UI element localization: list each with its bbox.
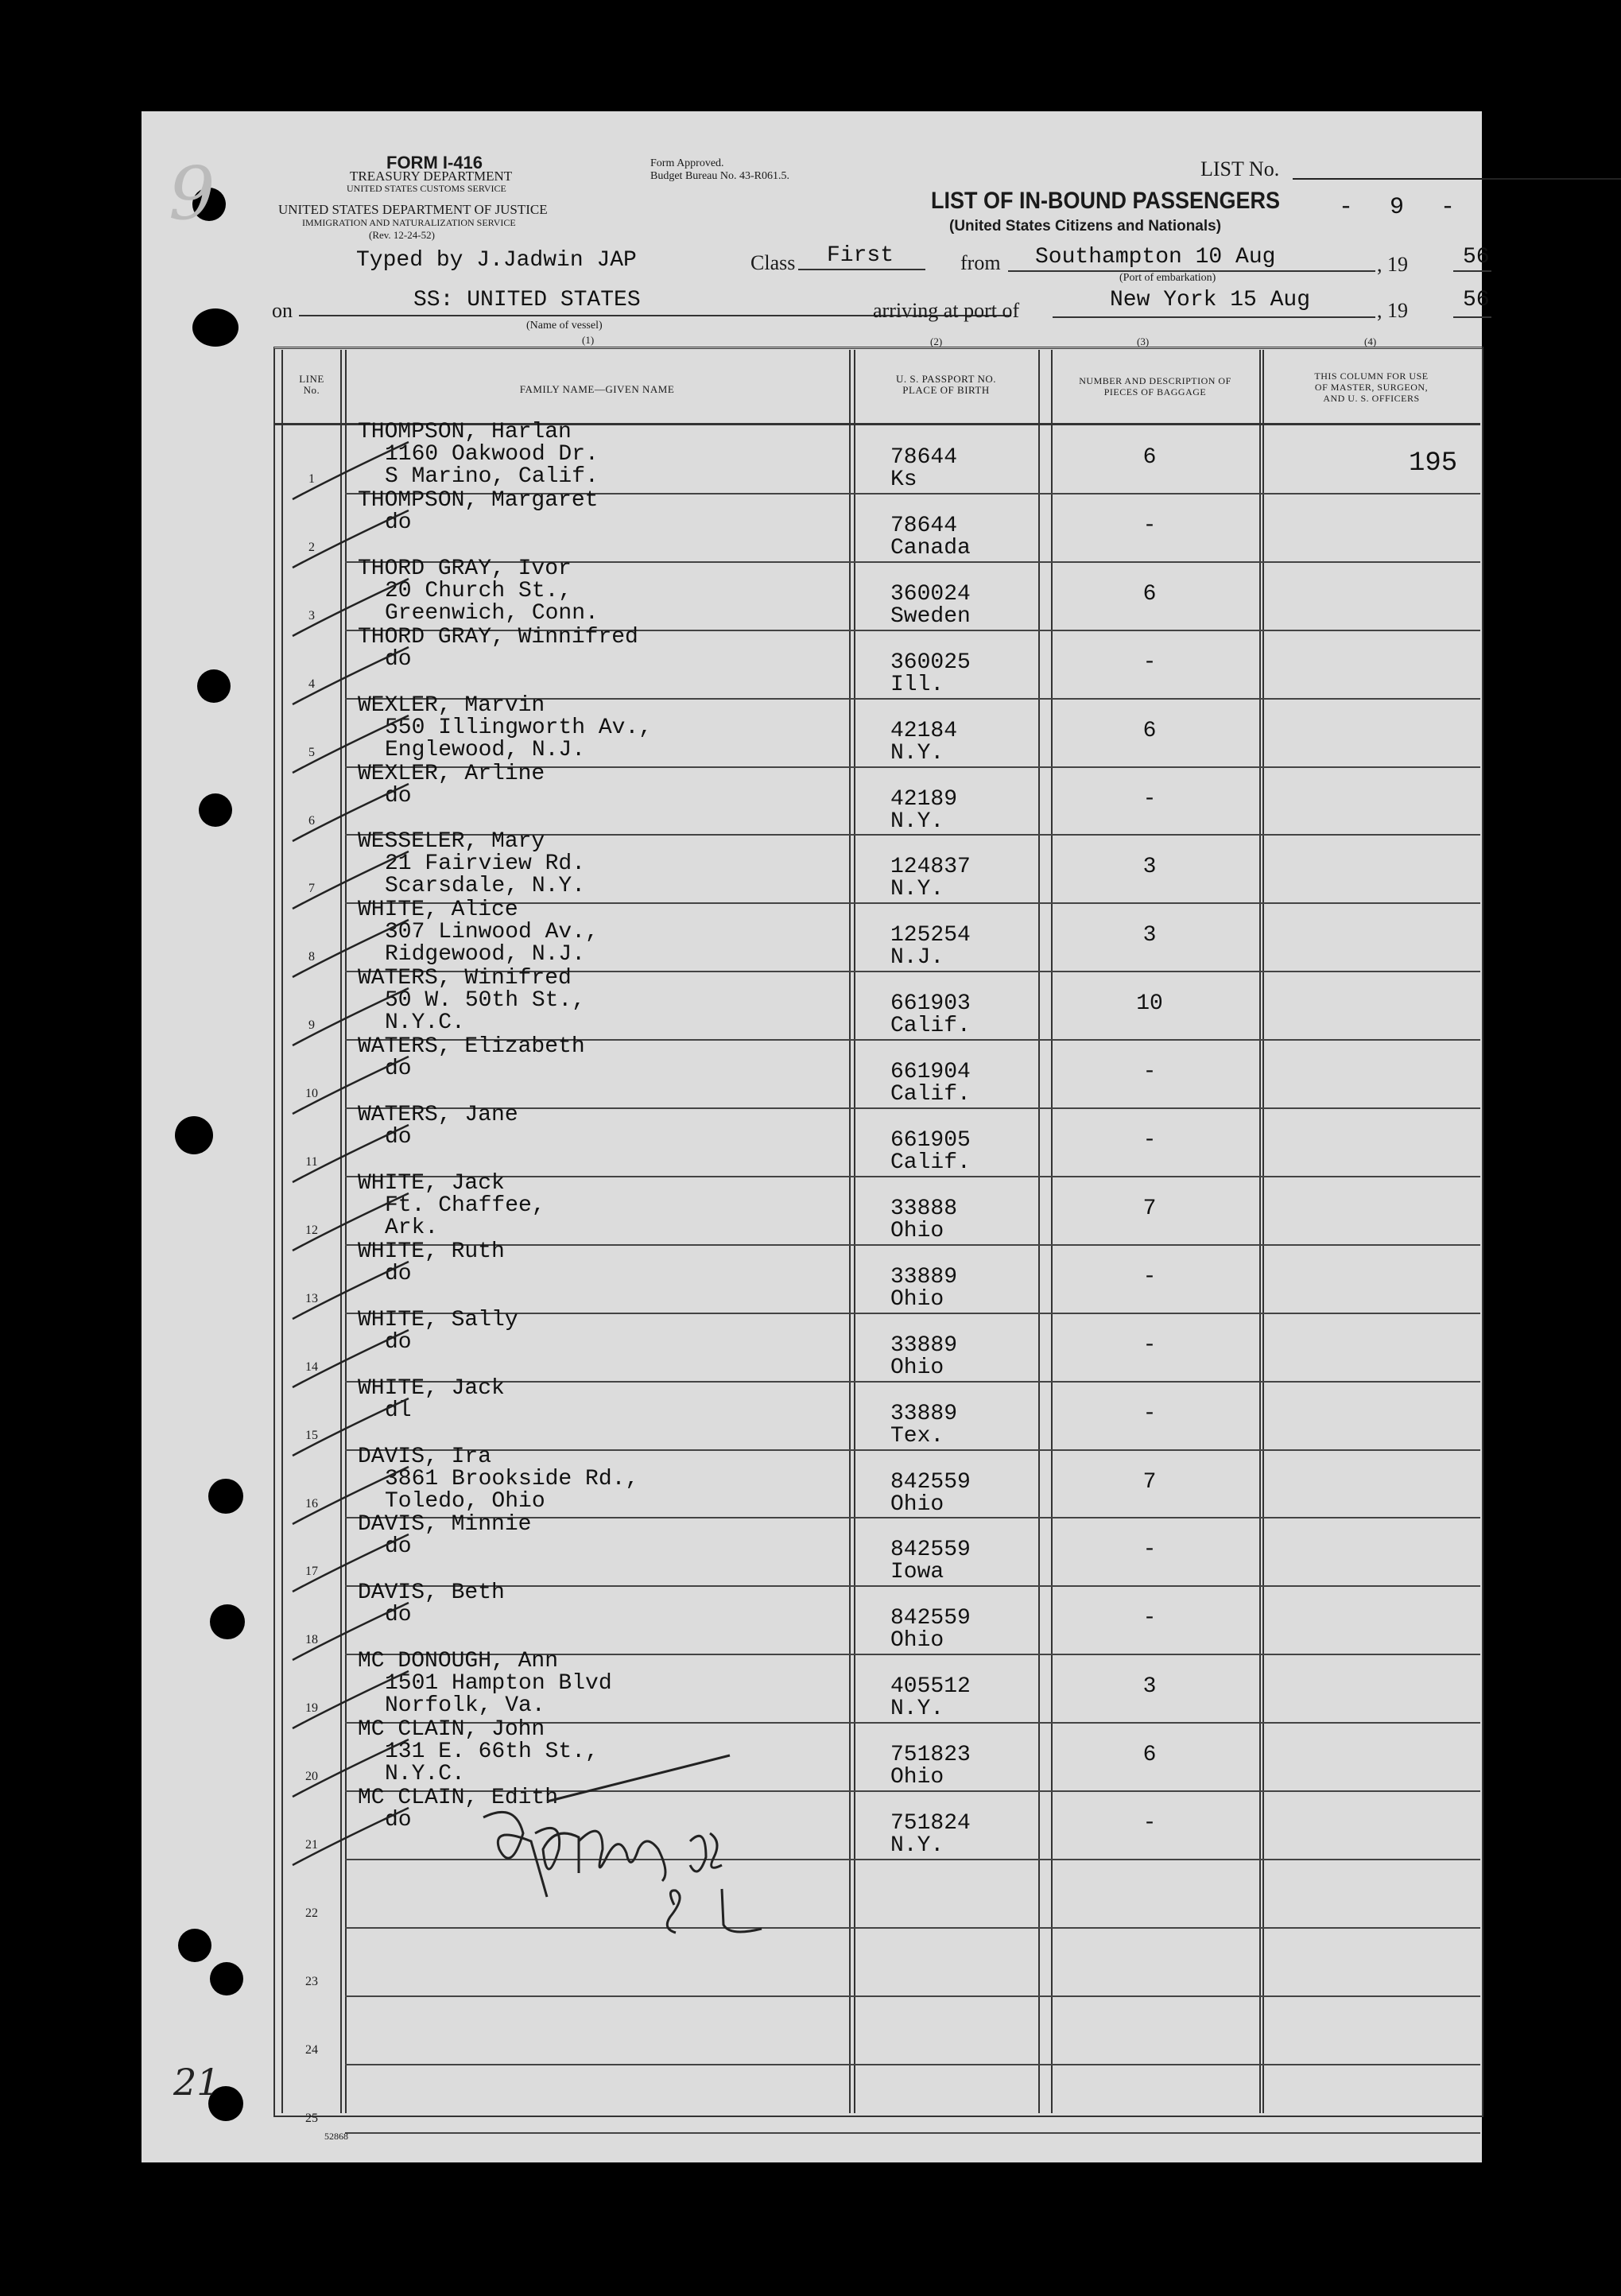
row-divider [345,1995,1480,1997]
passenger-address-2: N.Y.C. [385,1010,465,1036]
baggage-count: - [1142,1401,1157,1426]
line-number: 19 [305,1701,318,1716]
baggage-count: - [1142,1264,1157,1290]
line-number: 10 [305,1087,318,1101]
place-of-birth: N.Y. [890,809,944,834]
baggage-count: - [1142,786,1157,812]
baggage-count: 6 [1142,445,1157,470]
baggage-count: 7 [1142,1196,1157,1221]
col4-number: (4) [1364,335,1377,347]
place-of-birth: N.Y. [890,1833,944,1858]
line-number: 25 [305,2111,318,2125]
passenger-address-2: Norfolk, Va. [385,1693,545,1719]
passenger-address-1: do [385,1534,412,1560]
line-number: 5 [308,745,315,759]
passport-number: 842559 [890,1538,971,1563]
line-number: 20 [305,1770,318,1784]
passenger-name: WATERS, Jane [358,1103,518,1127]
passport-number: 842559 [890,1469,971,1495]
passenger-name: DAVIS, Beth [358,1580,505,1606]
row-divider [345,1449,1480,1451]
passport-number: 33889 [890,1332,958,1358]
passenger-name: THORD GRAY, Winnifred [358,624,638,650]
line-number: 8 [308,950,315,964]
col2-number: (2) [930,335,943,347]
passenger-address-1: 1160 Oakwood Dr. [385,442,599,467]
rev-date: (Rev. 12-24-52) [369,229,435,241]
passport-number: 125254 [890,923,971,948]
passenger-address-1: do [385,1125,412,1150]
col3-number: (3) [1137,335,1150,347]
baggage-count: 3 [1142,923,1157,948]
passenger-name: THORD GRAY, Ivor [358,556,572,581]
place-of-birth: N.Y. [890,1697,944,1722]
passport-number: 33888 [890,1196,958,1221]
port-label: (Port of embarkation) [1119,272,1216,284]
baggage-count: 3 [1142,855,1157,880]
passenger-address-1: do [385,783,412,809]
baggage-count: 6 [1142,581,1157,607]
punch-hole [210,1604,245,1639]
line-number: 7 [308,882,315,896]
place-of-birth: Tex. [890,1423,944,1449]
row-divider [345,1585,1480,1587]
punch-hole [197,669,231,703]
col1-number: (1) [582,334,595,346]
passenger-name: WHITE, Jack [358,1170,505,1196]
punch-hole [199,793,232,827]
passenger-address-1: do [385,1261,412,1286]
place-of-birth: Ohio [890,1765,944,1790]
passenger-address-2: Ridgewood, N.J. [385,942,586,968]
passport-number: 360025 [890,650,971,675]
line-number: 12 [305,1223,318,1237]
passenger-address-2: Toledo, Ohio [385,1488,545,1514]
passenger-address-1: 3861 Brookside Rd., [385,1466,639,1491]
passenger-address-1: 1501 Hampton Blvd [385,1671,612,1697]
row-divider [345,2064,1480,2065]
passenger-address-1: do [385,1329,412,1355]
footer-code: 52868 [324,2131,348,2142]
punch-hole [208,1479,243,1514]
baggage-count: - [1142,1811,1157,1836]
passenger-address-2: S Marino, Calif. [385,464,599,489]
passenger-name: MC CLAIN, Edith [358,1786,559,1810]
row-divider [345,1244,1480,1246]
punch-hole [210,1962,243,1995]
on-label: on [272,299,293,322]
place-of-birth: Ks [890,467,917,492]
line-number: 21 [305,1838,318,1852]
line-number: 16 [305,1496,318,1511]
passenger-name: WHITE, Alice [358,898,518,923]
list-no-label: LIST No. [1200,157,1280,180]
passenger-address-2: N.Y.C. [385,1762,465,1787]
row-divider [345,1176,1480,1177]
passenger-name: WHITE, Ruth [358,1239,505,1264]
passport-number: 33889 [890,1264,958,1290]
line-number: 2 [308,540,315,554]
baggage-count: - [1142,650,1157,675]
passenger-name: WATERS, Winifred [358,966,572,991]
row-divider [345,1381,1480,1383]
officer-stamp-number: 195 [1409,448,1458,479]
year-prefix-2: , 19 [1377,299,1408,322]
baggage-count: - [1142,1060,1157,1085]
typed-by: Typed by J.Jadwin JAP [356,248,637,273]
class-value: First [827,243,894,268]
place-of-birth: Ohio [890,1491,944,1517]
passenger-address-1: do [385,1057,412,1082]
vessel-label: (Name of vessel) [526,320,603,332]
margin-mark-top: 9 [169,151,215,236]
passport-number: 405512 [890,1674,971,1700]
passenger-address-1: do [385,646,412,672]
punch-hole [175,1116,213,1154]
place-of-birth: Ohio [890,1355,944,1380]
baggage-count: 6 [1142,718,1157,743]
place-of-birth: Ohio [890,1286,944,1312]
place-of-birth: Iowa [890,1560,944,1585]
arriving-label: arriving at port of [873,299,1020,322]
passenger-address-2: Greenwich, Conn. [385,600,599,626]
baggage-count: - [1142,1606,1157,1631]
header-name: FAMILY NAME—GIVEN NAME [519,383,675,395]
header-baggage: NUMBER AND DESCRIPTION OF PIECES OF BAGGAGE [1079,375,1231,398]
passport-number: 124837 [890,855,971,880]
line-number: 9 [308,1018,315,1033]
passenger-address-1: dl [385,1398,412,1423]
passenger-address-1: 21 Fairview Rd. [385,851,586,877]
passenger-address-1: Ft. Chaffee, [385,1193,545,1218]
passenger-name: WHITE, Sally [358,1307,518,1332]
baggage-count: - [1142,1332,1157,1358]
passenger-name: DAVIS, Ira [358,1444,492,1469]
budget-bureau: Budget Bureau No. 43-R061.5. [650,170,789,182]
form-approved: Form Approved. [650,157,724,169]
margin-mark-bottom: 21 [173,2061,220,2104]
place-of-birth: Canada [890,535,971,560]
document-subtitle: (United States Citizens and Nationals) [949,218,1222,235]
place-of-birth: N.Y. [890,877,944,902]
passenger-name: MC CLAIN, John [358,1717,545,1743]
place-of-birth: Calif. [890,1150,971,1175]
from-label: from [960,251,1001,274]
baggage-count: - [1142,1128,1157,1153]
baggage-count: 10 [1136,991,1163,1017]
baggage-count: - [1142,513,1157,538]
passport-number: 751823 [890,1743,971,1768]
port-of-embarkation: Southampton 10 Aug [1035,245,1276,270]
line-number: 13 [305,1291,318,1305]
passenger-address-2: Scarsdale, N.Y. [385,874,586,899]
passenger-address-1: do [385,1603,412,1628]
passenger-address-1: 131 E. 66th St., [385,1739,599,1765]
passport-number: 842559 [890,1606,971,1631]
baggage-count: 3 [1142,1674,1157,1700]
line-number: 23 [305,1974,318,1988]
passenger-address-2: Englewood, N.J. [385,737,586,762]
place-of-birth: Ohio [890,1628,944,1654]
passport-number: 42189 [890,786,958,812]
list-number: - 9 - [1339,194,1467,221]
passenger-list-document [142,111,1490,2162]
passenger-name: THOMPSON, Harlan [358,420,572,444]
line-number: 22 [305,1906,318,1920]
passenger-address-1: do [385,510,412,535]
line-number: 1 [308,472,315,486]
passport-number: 751824 [890,1811,971,1836]
place-of-birth: Ohio [890,1218,944,1243]
ins-service: IMMIGRATION AND NATURALIZATION SERVICE [302,217,516,228]
passenger-name: WHITE, Jack [358,1375,505,1401]
place-of-birth: Ill. [890,672,944,697]
arrival-port: New York 15 Aug [1110,288,1311,312]
place-of-birth: Sweden [890,603,971,629]
inspector-signature [467,1754,913,1961]
header-officers: THIS COLUMN FOR USE OF MASTER, SURGEON, AND U. S. OFFICERS [1314,370,1429,404]
baggage-count: - [1142,1538,1157,1563]
passenger-name: DAVIS, Minnie [358,1512,532,1538]
passenger-name: THOMPSON, Margaret [358,487,599,513]
year-prefix-1: , 19 [1377,253,1408,276]
line-number: 15 [305,1428,318,1442]
line-number: 4 [308,677,315,691]
passport-number: 33889 [890,1401,958,1426]
punch-hole [192,308,238,347]
punch-hole [178,1929,211,1962]
passport-number: 42184 [890,718,958,743]
passport-number: 78644 [890,445,958,470]
line-number: 14 [305,1359,318,1374]
line-number: 17 [305,1565,318,1579]
baggage-count: 6 [1142,1743,1157,1768]
line-number: 24 [305,2042,318,2057]
passport-number: 661905 [890,1128,971,1153]
line-number: 18 [305,1633,318,1647]
passenger-address-1: 550 Illingworth Av., [385,715,653,740]
row-divider [345,2132,1480,2134]
checkmark-slash [289,1802,417,1873]
passenger-address-1: 20 Church St., [385,578,572,603]
passenger-address-1: 50 W. 50th St., [385,988,586,1014]
passenger-name: WESSELER, Mary [358,829,545,855]
baggage-count: 7 [1142,1469,1157,1495]
header-line-no: LINE No. [299,373,324,396]
class-label: Class [750,251,796,274]
passport-number: 661903 [890,991,971,1017]
justice-dept: UNITED STATES DEPARTMENT OF JUSTICE [278,202,548,217]
line-number: 3 [308,608,315,622]
passenger-address-1: do [385,1808,412,1833]
passenger-name: WEXLER, Marvin [358,692,545,718]
place-of-birth: Calif. [890,1014,971,1039]
header-passport: U. S. PASSPORT NO. PLACE OF BIRTH [896,373,996,396]
place-of-birth: N.J. [890,945,944,971]
vessel-name: SS: UNITED STATES [413,288,641,312]
year-1: 56 [1463,245,1490,270]
passenger-address-1: 307 Linwood Av., [385,920,599,945]
line-number: 6 [308,813,315,828]
year-2: 56 [1463,288,1490,312]
place-of-birth: Calif. [890,1082,971,1107]
passport-number: 360024 [890,581,971,607]
place-of-birth: N.Y. [890,740,944,766]
passenger-name: WEXLER, Arline [358,761,545,786]
customs-service: UNITED STATES CUSTOMS SERVICE [347,183,506,194]
passenger-name: WATERS, Elizabeth [358,1034,585,1060]
treasury-dept: TREASURY DEPARTMENT [350,169,513,184]
document-title: LIST OF IN-BOUND PASSENGERS [931,188,1281,214]
punch-hole [114,803,135,824]
form-number: FORM I-416 [386,153,483,173]
passenger-address-2: Ark. [385,1215,439,1240]
line-number: 11 [305,1155,318,1169]
passport-number: 661904 [890,1060,971,1085]
passport-number: 78644 [890,513,958,538]
passenger-name: MC DONOUGH, Ann [358,1649,559,1674]
